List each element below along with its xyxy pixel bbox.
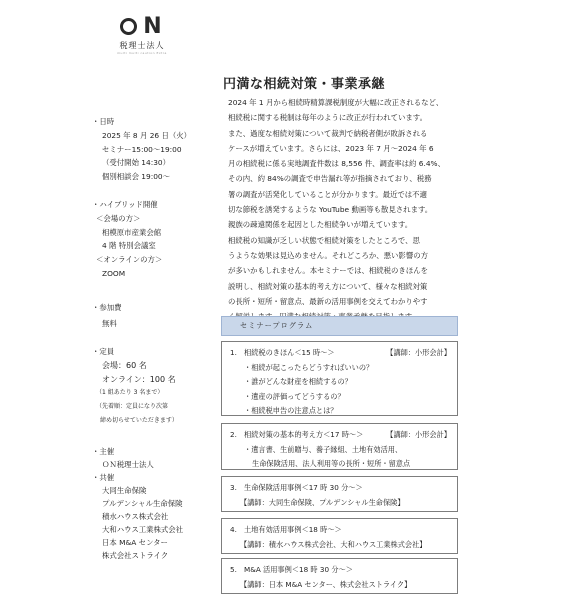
date-value: 2025 年 8 月 26 日（火） bbox=[102, 130, 192, 140]
intro-line: 親族の疎遠関係を起因とした相続争いが増えています。 bbox=[228, 220, 413, 230]
intro-line: 相続税に関する税制は毎年のように改正が行われています。 bbox=[228, 113, 427, 123]
program-topic: ・相続税申告の注意点とは？ bbox=[244, 406, 338, 415]
program-topic: ・相続が起こったらどうすればいいの？ bbox=[244, 362, 374, 372]
program-topic: ・遺言書、生前贈与、養子縁組、土地有効活用、 bbox=[244, 444, 403, 454]
capacity-note: 締め切らせていただきます） bbox=[100, 416, 178, 424]
venue-line: ＜オンラインの方＞ bbox=[96, 255, 163, 265]
intro-line: の長所・短所・留意点、最新の活用事例を交えてわかりやす bbox=[228, 296, 428, 306]
intro-text bbox=[228, 95, 460, 324]
intro-line: 月の相続税に係る実地調査件数は 8,556 件、調査率は約 6.4%、 bbox=[228, 159, 445, 169]
program-topic: 生命保険活用、法人利用等の長所・短所・留意点 bbox=[252, 459, 411, 468]
program-instructor: 【講師：日本 M&A センター、株式会社ストライク】 bbox=[240, 579, 412, 589]
cohost-item: 大同生命保険 bbox=[102, 486, 147, 495]
logo bbox=[112, 16, 172, 56]
program-title: 2. 相続対策の基本的考え方＜17 時～＞ bbox=[230, 430, 364, 439]
program-topic: ・遺産の評価ってどうするの？ bbox=[244, 391, 345, 401]
capacity-note: （先着順：定員になり次第 bbox=[96, 403, 169, 411]
intro-line: が多いかもしれません。本セミナーでは、相続税のきほんを bbox=[228, 266, 428, 276]
intro-line: 署の調査が活発化していることが分かります。最近では不適 bbox=[228, 189, 427, 199]
date-label: ・日時 bbox=[92, 117, 115, 126]
program-item-3 bbox=[221, 476, 458, 512]
venue-line: 相模原市産業会館 bbox=[102, 227, 162, 237]
logo-letter: N bbox=[143, 14, 164, 39]
program-instructor: 【講師：大同生命保険、プルデンシャル生命保険】 bbox=[240, 497, 405, 507]
cohost-item: 積水ハウス株式会社 bbox=[102, 512, 169, 521]
cohost-item: プルデンシャル生命保険 bbox=[102, 499, 183, 508]
capacity-venue: 会場：60 名 bbox=[102, 360, 147, 370]
program-item-4 bbox=[221, 518, 458, 554]
seminar-time: セミナー15:00～19:00 bbox=[102, 144, 182, 154]
intro-line: また、過度な相続対策について裁判で納税者側が敗訴される bbox=[228, 128, 428, 138]
page-title: 円満な相続対策・事業承継 bbox=[223, 77, 386, 92]
cohost-item: 大和ハウス工業株式会社 bbox=[102, 525, 184, 534]
intro-line: 切な節税を誘発するような YouTube 動画等も散見されます。 bbox=[228, 205, 433, 215]
venue-line: ＜会場の方＞ bbox=[96, 213, 141, 223]
program-title: 3. 生命保険活用事例＜17 時 30 分～＞ bbox=[230, 483, 363, 492]
host-label: ・主催 bbox=[92, 447, 115, 456]
venue-line: ZOOM bbox=[102, 268, 126, 278]
fee-section bbox=[92, 301, 122, 331]
cohost-label: ・共催 bbox=[92, 473, 115, 482]
program-instructor: 【講師：積水ハウス株式会社、大和ハウス工業株式会社】 bbox=[240, 539, 427, 549]
program-title: 4. 土地有効活用事例＜18 時～＞ bbox=[230, 525, 342, 534]
venue-line: 4 階 特別会議室 bbox=[102, 241, 156, 251]
program-item-5 bbox=[221, 558, 458, 594]
intro-line: ケースが増えています。さらには、2023 年 7 月～2024 年 6 bbox=[228, 143, 434, 153]
consultation-time: 個別相談会 19:00～ bbox=[102, 172, 170, 182]
logo-mark bbox=[112, 16, 172, 38]
program-item-1 bbox=[221, 341, 458, 416]
program-instructor: 【講師：小形会計】 bbox=[386, 348, 451, 357]
program-header: セミナープログラム bbox=[221, 316, 458, 336]
program-item-2 bbox=[221, 423, 458, 470]
venue-section bbox=[92, 198, 162, 281]
logo-name: 税理士法人 bbox=[119, 41, 165, 50]
intro-line: 説明し、相続対策の基本的考え方について、様々な相続対策 bbox=[228, 281, 428, 291]
fee-label: ・参加費 bbox=[92, 303, 122, 312]
program-title: 5. M&A 活用事例＜18 時 30 分～＞ bbox=[230, 565, 353, 574]
program-title: 1. 相続税のきほん＜15 時～＞ bbox=[230, 348, 335, 357]
cohost-item: 株式会社ストライク bbox=[102, 551, 169, 560]
cohost-item: 日本 M&A センター bbox=[102, 538, 168, 547]
capacity-note: （1 組あたり 3 名まで） bbox=[96, 389, 164, 397]
reception-time: （受付開始 14:30） bbox=[102, 158, 170, 168]
logo-o-ring bbox=[120, 18, 137, 35]
capacity-section bbox=[92, 345, 178, 428]
program-instructor: 【講師：小形会計】 bbox=[386, 430, 451, 439]
host-section bbox=[92, 445, 183, 562]
intro-line: 2024 年 1 月から相続時精算課税制度が大幅に改正されるなど、 bbox=[228, 98, 444, 107]
intro-line: 相続税の知識が乏しい状態で相続対策をしたところで、思 bbox=[228, 235, 420, 245]
capacity-online: オンライン：100 名 bbox=[102, 374, 176, 384]
hybrid-label: ・ハイブリッド開催 bbox=[92, 200, 158, 209]
program-topic: ・誰がどんな財産を相続するの？ bbox=[244, 377, 352, 386]
date-section bbox=[92, 115, 191, 184]
intro-line: その内、約 84%の調査で申告漏れ等が指摘されており、税務 bbox=[228, 174, 432, 184]
capacity-label: ・定員 bbox=[92, 347, 115, 356]
logo-subtext: multi multi caution Extra bbox=[117, 51, 167, 55]
fee-value: 無料 bbox=[102, 318, 117, 328]
host-value: ＯＮ税理士法人 bbox=[102, 460, 154, 469]
intro-line: うような効果は見込めません。それどころか、悪い影響の方 bbox=[228, 250, 428, 260]
